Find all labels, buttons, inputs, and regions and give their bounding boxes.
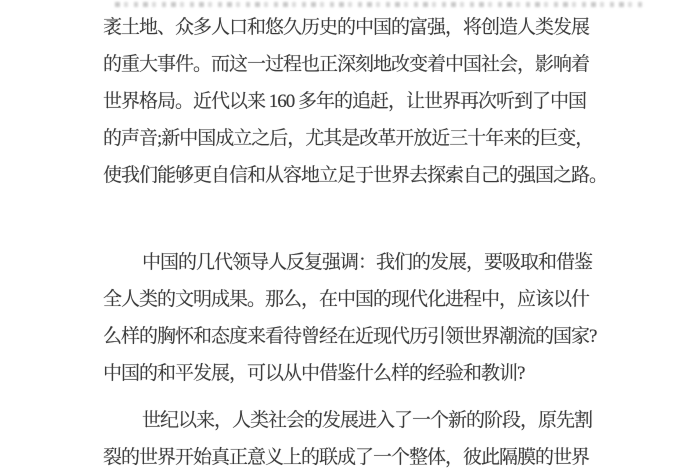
paragraph-1 xyxy=(103,9,607,194)
text-line: 中国的和平发展，可以从中借鉴什么样的经验和教训? xyxy=(103,363,525,384)
text-line: 的声音;新中国成立之后，尤其是改革开放近三十年来的巨变， xyxy=(103,128,594,149)
text-line: 世界格局。近代以来 160 多年的追赶，让世界再次听到了中国 xyxy=(103,91,587,112)
text-line: 世纪以来，人类社会的发展进入了一个新的阶段，原先割 xyxy=(142,410,593,431)
text-line: 中国的几代领导人反复强调：我们的发展，要吸取和借鉴 xyxy=(142,252,593,273)
text-line: 么样的胸怀和态度来看待曾经在近现代历引领世界潮流的国家? xyxy=(103,326,597,347)
paragraph-3 xyxy=(103,402,592,476)
paragraph-2 xyxy=(103,244,596,392)
text-line: 袤土地、众多人口和悠久历史的中国的富强，将创造人类发展 xyxy=(103,17,590,38)
text-line: 使我们能够更自信和从容地立足于世界去探索自己的强国之路。 xyxy=(103,165,608,186)
text-line: 全人类的文明成果。那么，在中国的现代化进程中，应该以什 xyxy=(103,289,590,310)
text-line: 的重大事件。而这一过程也正深刻地改变着中国社会，影响着 xyxy=(103,54,590,75)
text-line: 裂的世界开始真正意义上的联成了一个整体，彼此隔膜的世界 xyxy=(103,447,590,468)
clipped-text-line-top xyxy=(115,2,645,7)
